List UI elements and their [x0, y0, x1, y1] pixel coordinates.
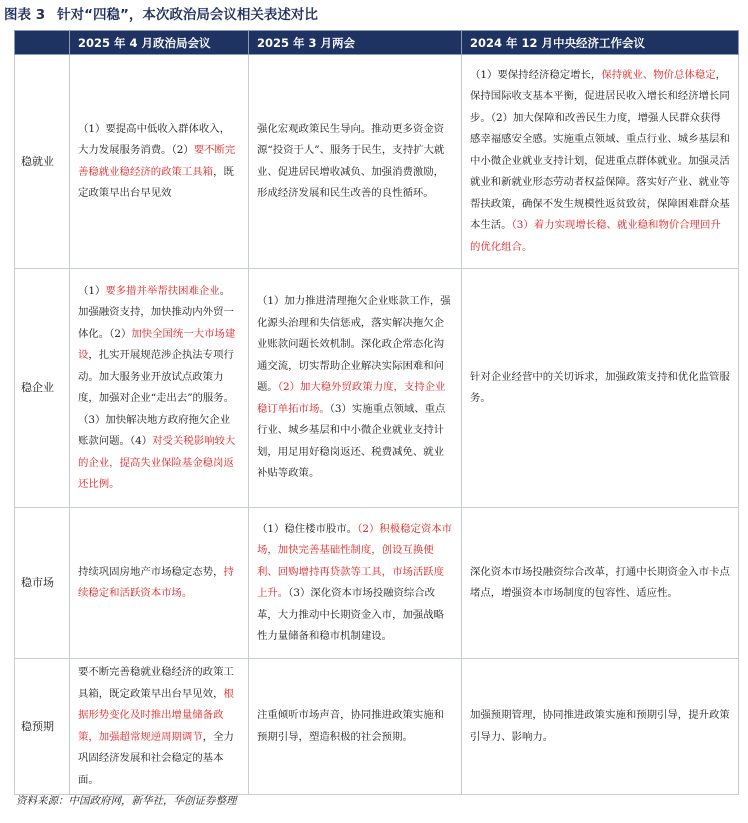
cell-text: 深化资本市场投融资综合改革，打通中长期资金入市卡点堵点，增强资本市场制度的包容性、适应性。	[470, 565, 730, 599]
cell-text: 。加强融资支持，加快推动内外贸一体化。（2）	[78, 284, 234, 340]
chart-title	[4, 3, 318, 27]
highlighted-text: 加快全国统一大市场建设	[78, 327, 236, 361]
cell-text: （3）深化资本市场投融资综合改革，大力推动中长期资金入市，加强战略性力量储备和稳市机制建设。	[257, 587, 445, 642]
cell-mar	[249, 269, 462, 508]
cell-text: ，保持国际收支基本平衡，促进居民收入增长和经济增长同步。（2）加大保障和改善民生力度，增强人民群众获得感幸福感安全感。实施重点领域、重点行业、城乡基层和中小微企业就业支持计划，促进重点群体就业。加强灵活就业和新就业形态劳动者权益保障。落实好产业、就业等帮扶政策，确保不发生规模性返贫致贫，保障困难群众基本生活。	[470, 68, 730, 232]
title-number: 图表 3	[4, 7, 46, 23]
cell-text: 注重倾听市场声音，协同推进政策实施和预期引导，塑造积极的社会预期。	[257, 709, 445, 743]
cell-text: （1）	[78, 284, 106, 297]
cell-mar	[249, 508, 462, 659]
cell-mar	[249, 55, 462, 269]
row-category: 稳预期	[15, 659, 70, 795]
header-row	[15, 31, 739, 55]
header-dec-2024: 2024 年 12 月中央经济工作会议	[462, 31, 739, 55]
cell-text: （1）要提高中低收入群体收入，大力发展服务消费。（2）	[78, 122, 231, 156]
source-note: 资料来源：中国政府网，新华社，华创证券整理	[16, 795, 237, 807]
title-text: 针对“四稳”，本次政治局会议相关表述对比	[57, 7, 318, 23]
cell-text: 加强预期管理，协同推进政策实施和预期引导，提升政策引导力、影响力。	[470, 709, 730, 743]
row-category: 稳市场	[15, 508, 70, 659]
highlighted-text: 根据形势变化及时推出增量储备政策，加强超常规逆周期调节	[78, 687, 234, 743]
highlighted-text: （3）着力实现增长稳、就业稳和物价合理回升的优化组合。	[470, 219, 721, 253]
table-row	[15, 55, 739, 269]
cell-dec	[462, 269, 739, 508]
cell-apr	[70, 659, 249, 795]
highlighted-text: 保持就业、物价总体稳定	[601, 68, 716, 81]
cell-text: 持续巩固房地产市场稳定态势，	[78, 565, 224, 578]
header-mar-2025: 2025 年 3 月两会	[249, 31, 462, 55]
cell-text: （1）要保持经济稳定增长，	[470, 68, 602, 81]
cell-text: 强化宏观政策民生导向。推动更多资金资源“投资于人”、服务于民生，支持扩大就业、促进居民增收减负、加强消费激励，形成经济发展和民生改善的良性循环。	[257, 122, 445, 199]
cell-mar	[249, 659, 462, 795]
cell-dec	[462, 659, 739, 795]
cell-text: ，扎实开展规范涉企执法专项行动。加大服务业开放试点政策力度，加强对企业“走出去”的服务。（3）加快解决地方政府拖欠企业账款问题。（4）	[78, 349, 235, 447]
table-row	[15, 269, 739, 508]
cell-dec	[462, 508, 739, 659]
cell-text: ，全力巩固经济发展和社会稳定的基本面。	[78, 730, 234, 786]
highlighted-text: 要多措并举帮扶困难企业	[105, 284, 220, 297]
table-row	[15, 508, 739, 659]
cell-text: ，既定政策早出台早见效	[78, 165, 234, 199]
cell-dec	[462, 55, 739, 269]
highlighted-text: 对受关税影响较大的企业，提高失业保险基金稳岗返还比例。	[78, 435, 236, 490]
header-category	[15, 31, 70, 55]
cell-text: （1）稳住楼市股市。	[257, 522, 358, 535]
highlighted-text: （2）加大稳外贸政策力度，支持企业稳订单拓市场。	[257, 381, 446, 415]
header-apr-2025: 2025 年 4 月政治局会议	[70, 31, 249, 55]
cell-apr	[70, 55, 249, 269]
table-row	[15, 659, 739, 795]
highlighted-text: （2）积极稳定资本市场，加快完善基础性制度，创设互换便利、回购增持再贷款等工具，市场活跃度上升。	[257, 522, 453, 599]
cell-text: 针对企业经营中的关切诉求，加强政策支持和优化监管服务。	[470, 370, 730, 404]
row-category: 稳就业	[15, 55, 70, 269]
cell-apr	[70, 269, 249, 508]
highlighted-text: 要不断完善稳就业稳经济的政策工具箱	[78, 144, 236, 178]
cell-apr	[70, 508, 249, 659]
cell-text: （1）加力推进清理拖欠企业账款工作，强化源头治理和失信惩戒，落实解决拖欠企业账款问题长效机制。深化政企常态化沟通交流，切实帮助企业解决实际困难和问题。	[257, 295, 451, 394]
row-category: 稳企业	[15, 269, 70, 508]
cell-text: 要不断完善稳就业稳经济的政策工具箱，既定政策早出台早见效，	[78, 666, 234, 700]
cell-text: （3）实施重点领域、重点行业、城乡基层和中小微企业就业支持计划，用足用好稳岗返还、税费减免、就业补贴等政策。	[257, 402, 446, 480]
comparison-table	[14, 30, 739, 795]
highlighted-text: 持续稳定和活跃资本市场。	[78, 565, 234, 599]
